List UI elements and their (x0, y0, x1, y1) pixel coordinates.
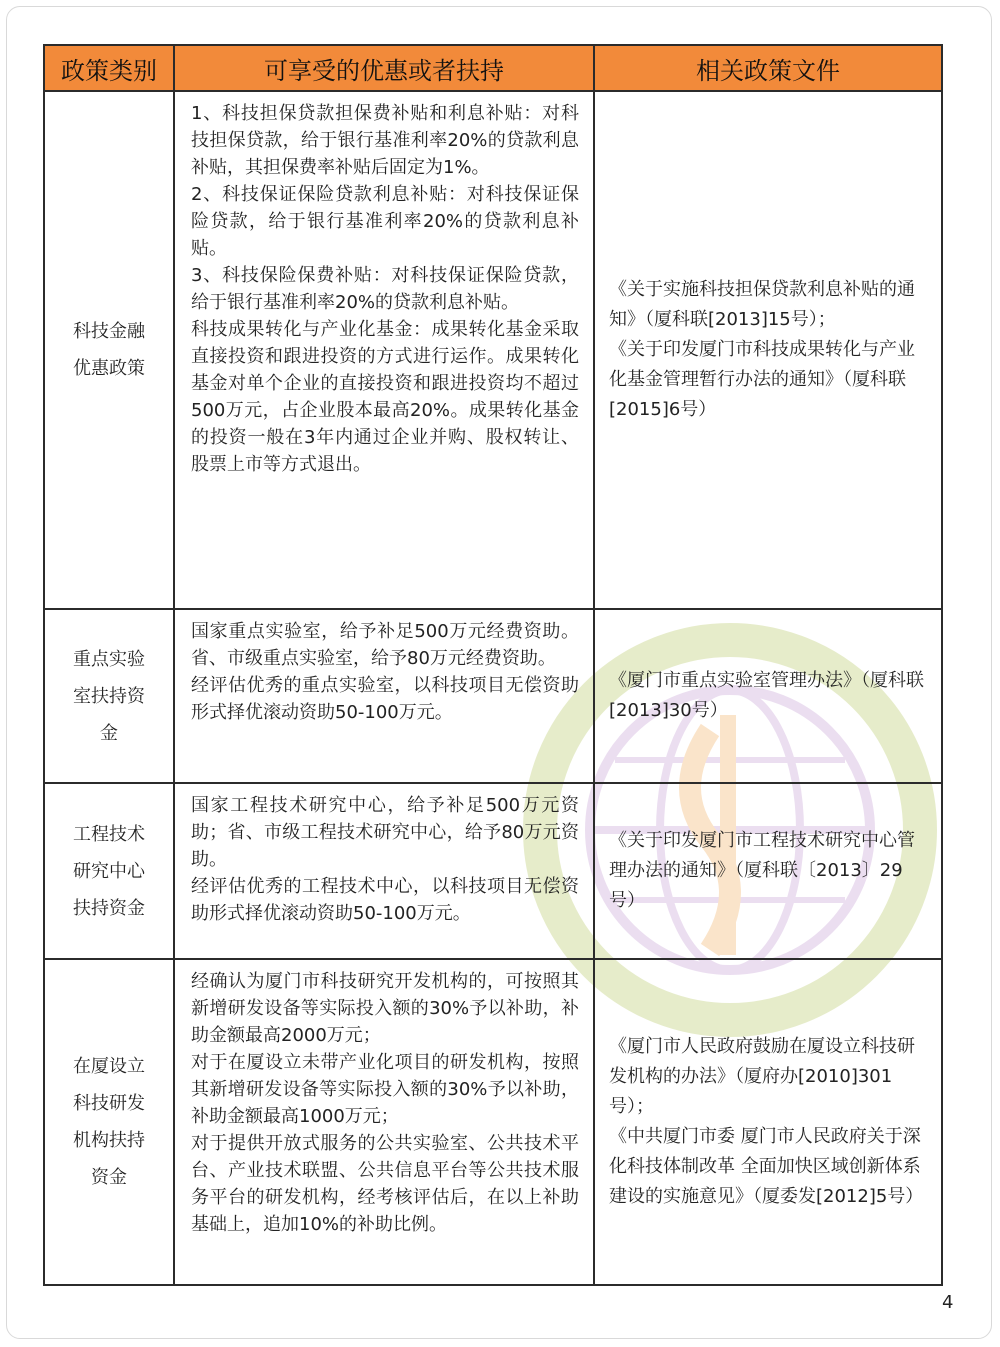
row-documents (594, 609, 942, 783)
table-row (44, 91, 942, 609)
policy-table (43, 44, 943, 1286)
row-category: 工程技术 研究中心 扶持资金 (44, 783, 174, 959)
row-benefits (174, 783, 594, 959)
benefit-item: 经评估优秀的重点实验室，以科技项目无偿资助形式择优滚动资助50-100万元。 (191, 675, 579, 723)
document-item: 《关于印发厦门市科技成果转化与产业化基金管理暂行办法的通知》（厦科联[2015]6号） (609, 339, 915, 420)
document-item: 《关于印发厦门市工程技术研究中心管理办法的通知》（厦科联〔2013〕29号） (609, 830, 915, 911)
document-item: 《厦门市重点实验室管理办法》（厦科联[2013]30号） (609, 670, 924, 721)
page-number: 4 (942, 1292, 954, 1313)
benefit-item: 对于在厦设立未带产业化项目的研发机构，按照其新增研发设备等实际投入额的30%予以补助，补助金额最高1000万元； (191, 1052, 579, 1127)
benefit-item: 3、科技保险保费补贴：对科技保证保险贷款，给于银行基准利率20%的贷款利息补贴。 (191, 265, 579, 313)
benefit-item: 经评估优秀的工程技术中心，以科技项目无偿资助形式择优滚动资助50-100万元。 (191, 876, 579, 924)
benefit-item: 1、科技担保贷款担保费补贴和利息补贴：对科技担保贷款，给于银行基准利率20%的贷款利息补贴，其担保费率补贴后固定为1%。 (191, 103, 579, 178)
row-documents (594, 959, 942, 1285)
row-category: 科技金融 优惠政策 (44, 91, 174, 609)
table-header-row (44, 45, 942, 91)
benefit-item: 经确认为厦门市科技研究开发机构的，可按照其新增研发设备等实际投入额的30%予以补助，补助金额最高2000万元； (191, 971, 579, 1046)
row-benefits (174, 959, 594, 1285)
benefit-item: 2、科技保证保险贷款利息补贴：对科技保证保险贷款，给于银行基准利率20%的贷款利息补贴。 (191, 184, 579, 259)
benefit-item: 国家重点实验室，给予补足500万元经费资助。省、市级重点实验室，给予80万元经费资助。 (191, 621, 579, 669)
benefit-item: 科技成果转化与产业化基金：成果转化基金采取直接投资和跟进投资的方式进行运作。成果转化基金对单个企业的直接投资和跟进投资均不超过500万元，占企业股本最高20%。成果转化基金的投资一般在3年内通过企业并购、股权转让、股票上市等方式退出。 (191, 319, 579, 475)
document-item: 《厦门市人民政府鼓励在厦设立科技研发机构的办法》（厦府办[2010]301号）； (609, 1036, 915, 1117)
table-row (44, 783, 942, 959)
row-benefits (174, 609, 594, 783)
document-item: 《中共厦门市委 厦门市人民政府关于深化科技体制改革 全面加快区域创新体系建设的实施意见》（厦委发[2012]5号） (609, 1126, 924, 1207)
row-category: 重点实验 室扶持资 金 (44, 609, 174, 783)
row-benefits (174, 91, 594, 609)
table-row (44, 609, 942, 783)
row-documents (594, 783, 942, 959)
benefit-item: 国家工程技术研究中心，给予补足500万元资助；省、市级工程技术研究中心，给予80万元资助。 (191, 795, 579, 870)
benefit-item: 对于提供开放式服务的公共实验室、公共技术平台、产业技术联盟、公共信息平台等公共技术服务平台的研发机构，经考核评估后，在以上补助基础上，追加10%的补助比例。 (191, 1133, 579, 1235)
row-documents (594, 91, 942, 609)
document-item: 《关于实施科技担保贷款利息补贴的通知》（厦科联[2013]15号）； (609, 279, 915, 330)
header-benefits: 可享受的优惠或者扶持 (174, 45, 594, 91)
table-row (44, 959, 942, 1285)
row-category: 在厦设立 科技研发 机构扶持 资金 (44, 959, 174, 1285)
header-documents: 相关政策文件 (594, 45, 942, 91)
header-category: 政策类别 (44, 45, 174, 91)
